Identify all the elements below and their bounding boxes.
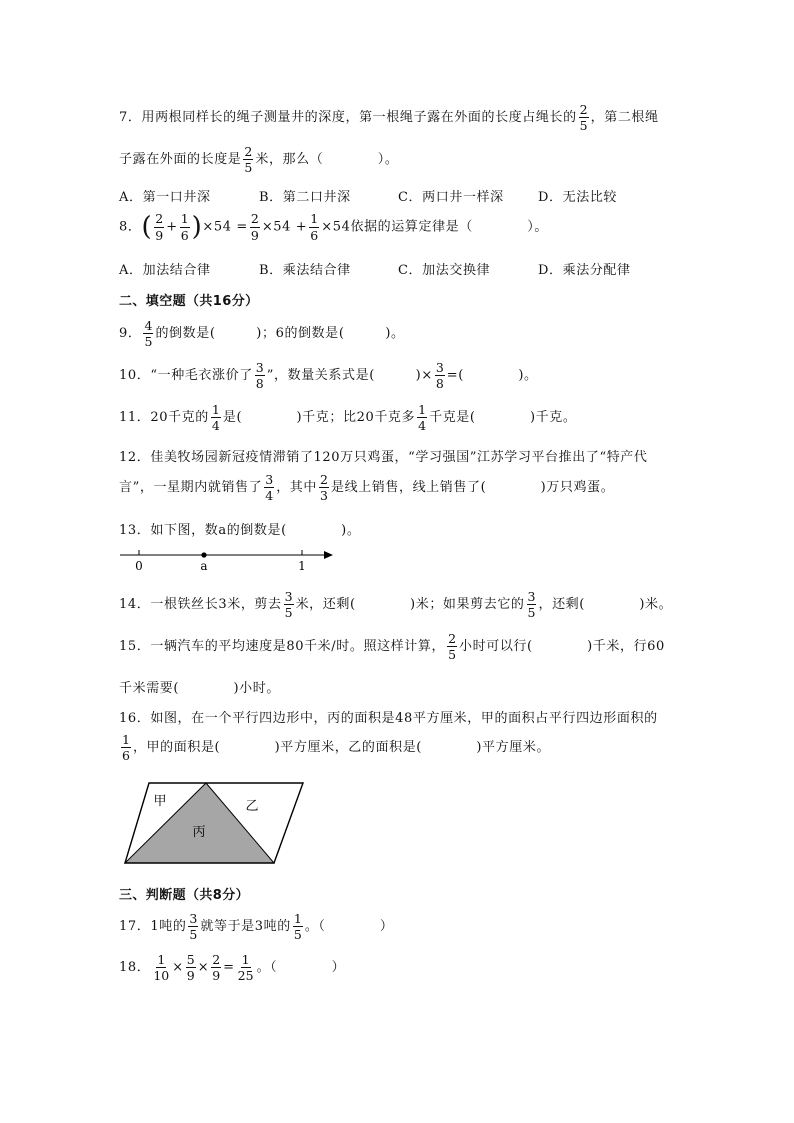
fraction: $\frac{2}{9}$ <box>155 211 164 243</box>
fraction: $\frac{1}{25}$ <box>237 952 254 984</box>
fraction: $\frac{2}{9}$ <box>250 211 259 243</box>
q8-text: ×54 = <box>202 219 248 235</box>
option-a[interactable]: A．加法结合律 <box>119 263 211 278</box>
question-8 <box>119 212 548 242</box>
number-line-diagram <box>116 542 340 574</box>
times-sign: × <box>197 960 210 976</box>
fraction: $\frac{2}{5}$ <box>579 102 588 134</box>
q9-number: 9． <box>119 326 142 342</box>
option-c[interactable]: C．两口井一样深 <box>398 190 504 205</box>
option-d[interactable]: D．乘法分配律 <box>538 263 631 278</box>
times-sign: × <box>172 960 184 976</box>
q14-text: ，还剩( )米。 <box>538 597 673 613</box>
question-7-line-1 <box>119 103 659 132</box>
q15-text: 小时可以行( )千米，行60 <box>459 639 665 655</box>
q12-text: 言”，一星期内就销售了 <box>119 480 263 496</box>
question-7-options <box>119 186 617 205</box>
fraction: $\frac{4}{5}$ <box>144 318 153 350</box>
label-bing: 丙 <box>192 825 206 840</box>
q17-text: 17．1吨的 <box>119 919 187 935</box>
q14-text: 14．一根铁丝长3米，剪去 <box>119 597 282 613</box>
q7-text: 米，那么（ ）。 <box>255 152 399 168</box>
q11-text: 是( )千克；比20千克多 <box>222 410 416 426</box>
q17-text: 。（ ） <box>304 919 394 935</box>
fraction: $\frac{3}{8}$ <box>255 360 264 392</box>
fraction: $\frac{3}{5}$ <box>189 911 198 943</box>
q10-text: 10．“一种毛衣涨价了 <box>119 368 253 384</box>
option-d[interactable]: D．无法比较 <box>538 190 618 205</box>
arrow-head-icon <box>324 551 333 559</box>
q12-text: 是线上销售，线上销售了( )万只鸡蛋。 <box>330 480 615 496</box>
q9-text: 的倒数是( )；6的倒数是( )。 <box>155 326 405 342</box>
label-jia: 甲 <box>153 794 167 809</box>
question-13: 13．如下图，数a的倒数是( )。 <box>119 523 361 538</box>
q7-text: ，第二根绳 <box>590 110 659 126</box>
fraction: $\frac{1}{5}$ <box>293 911 302 943</box>
fraction: $\frac{1}{4}$ <box>211 402 220 434</box>
question-18 <box>119 953 345 982</box>
question-17 <box>119 912 394 941</box>
question-16-line-1: 16．如图，在一个平行四边形中，丙的面积是48平方厘米，甲的面积占平行四边形面积的 <box>119 711 658 726</box>
left-paren: ( <box>141 212 153 242</box>
q11-text: 千克是( )千克。 <box>429 410 577 426</box>
label-0: 0 <box>135 559 143 573</box>
option-a[interactable]: A．第一口井深 <box>119 190 211 205</box>
equals-sign: = <box>223 960 235 976</box>
fraction: $\frac{2}{5}$ <box>448 631 457 663</box>
fraction: $\frac{2}{9}$ <box>212 952 221 984</box>
option-b[interactable]: B．第二口井深 <box>259 190 351 205</box>
q11-text: 11．20千克的 <box>119 410 209 426</box>
fraction: $\frac{1}{6}$ <box>180 211 189 243</box>
section-3-heading: 三、判断题（共8分） <box>119 888 250 903</box>
point-a <box>201 552 206 557</box>
fraction: $\frac{1}{6}$ <box>122 732 130 764</box>
question-15-line-2: 千米需要( )小时。 <box>119 681 280 696</box>
q17-text: 就等于是3吨的 <box>200 919 291 935</box>
q14-text: 米，还剩( )米；如果剪去它的 <box>295 597 525 613</box>
question-8-options <box>119 259 631 278</box>
q8-text: ×54依据的运算定律是（ ）。 <box>321 219 548 235</box>
label-yi: 乙 <box>245 799 259 814</box>
fraction: $\frac{3}{5}$ <box>527 589 536 621</box>
q10-text: =( )。 <box>446 368 538 384</box>
fraction: $\frac{5}{9}$ <box>186 952 195 984</box>
q7-text: 7．用两根同样长的绳子测量井的深度，第一根绳子露在外面的长度占绳长的 <box>119 110 577 126</box>
fraction: $\frac{3}{8}$ <box>435 360 444 392</box>
question-10 <box>119 361 538 390</box>
fraction: $\frac{2}{5}$ <box>244 144 253 176</box>
question-15-line-1 <box>119 632 665 661</box>
label-a: a <box>200 559 208 573</box>
fraction: $\frac{1}{6}$ <box>310 211 319 243</box>
question-12-line-2 <box>119 473 614 502</box>
q12-text: ，其中 <box>276 480 318 496</box>
plus-sign: + <box>166 219 178 235</box>
option-c[interactable]: C．加法交换律 <box>398 263 491 278</box>
section-2-heading: 二、填空题（共16分） <box>119 294 259 309</box>
question-7-line-2 <box>119 145 398 174</box>
fraction: $\frac{1}{4}$ <box>418 402 427 434</box>
fraction: $\frac{1}{10}$ <box>153 952 170 984</box>
q7-text: 子露在外面的长度是 <box>119 152 242 168</box>
q16-text: ，甲的面积是( )平方厘米，乙的面积是( )平方厘米。 <box>132 740 551 756</box>
parallelogram-diagram <box>118 780 308 866</box>
q10-text: ”，数量关系式是( )× <box>266 368 433 384</box>
q18-number: 18． <box>119 960 151 976</box>
fraction: $\frac{3}{4}$ <box>265 472 274 504</box>
q18-text: 。（ ） <box>256 960 346 976</box>
question-12-line-1: 12．佳美牧场园新冠疫情滞销了120万只鸡蛋，“学习强国”江苏学习平台推出了“特产代 <box>119 450 648 465</box>
q8-number: 8． <box>119 219 142 235</box>
fraction: $\frac{3}{5}$ <box>284 589 293 621</box>
question-16-line-2 <box>119 733 550 762</box>
right-paren: ) <box>191 212 203 242</box>
region-bing <box>125 783 274 863</box>
label-1: 1 <box>298 559 306 573</box>
q8-text: ×54 + <box>261 219 308 235</box>
question-11 <box>119 403 576 432</box>
option-b[interactable]: B．乘法结合律 <box>259 263 351 278</box>
question-9 <box>119 319 405 348</box>
q15-text: 15．一辆汽车的平均速度是80千米/时。照这样计算， <box>119 639 446 655</box>
fraction: $\frac{2}{3}$ <box>320 472 328 504</box>
question-14 <box>119 590 672 619</box>
